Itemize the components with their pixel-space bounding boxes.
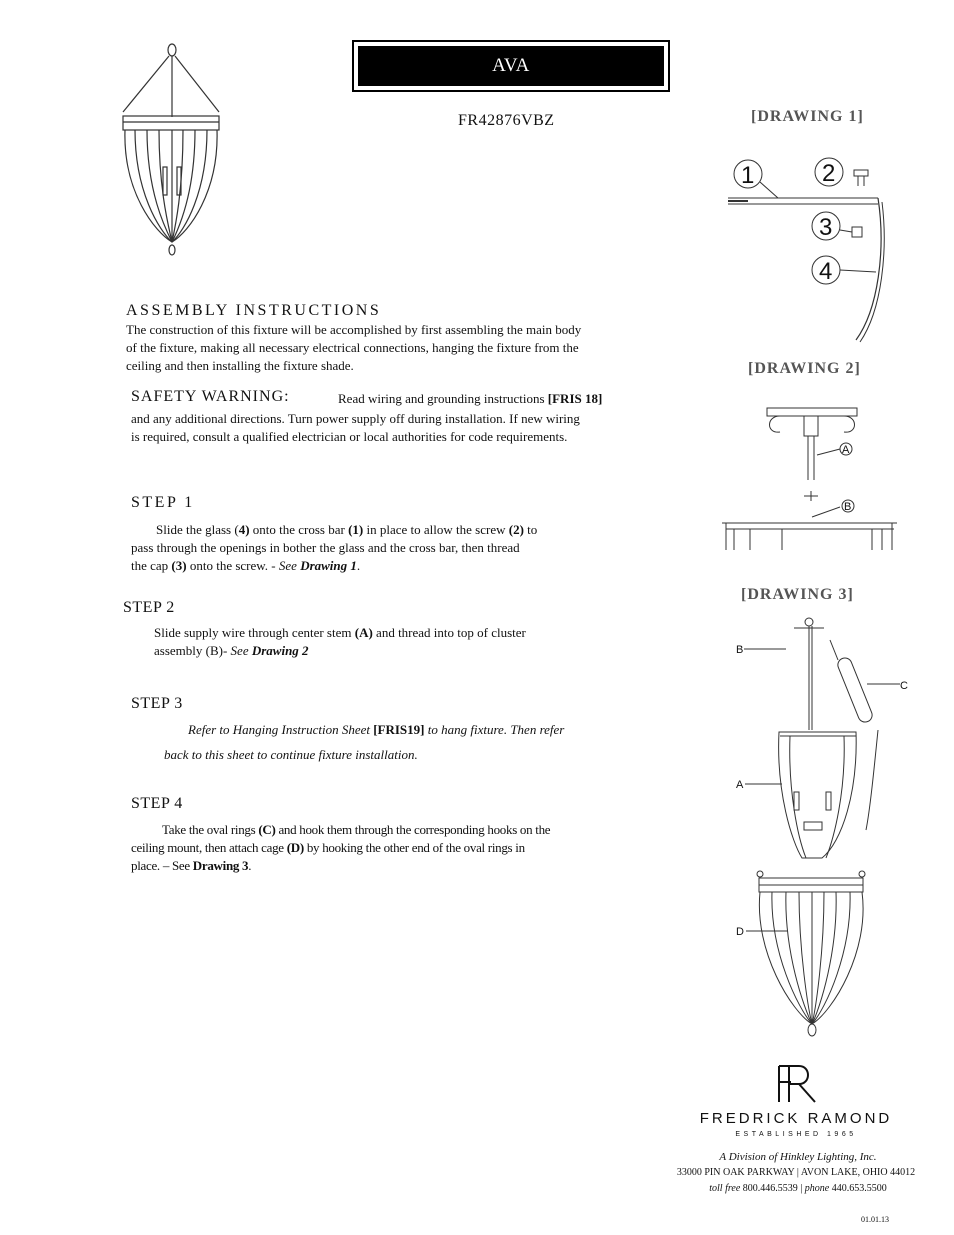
safety-ref: [FRIS 18] [547, 391, 603, 406]
date-code: 01.01.13 [861, 1215, 889, 1224]
drawing-2-label-b: B [844, 501, 852, 513]
step-4-heading: STEP 4 [131, 795, 183, 812]
safety-line-2: and any additional directions. Turn power supply off during installation. If new wiring [131, 411, 580, 426]
step-4-t3: ceiling mount, then attach cage [131, 840, 287, 855]
drawing-1 [728, 150, 888, 345]
drawing-2-label-a: A [842, 444, 850, 456]
step-4-t5: place. – See [131, 858, 193, 873]
step-2-t3: assembly (B)- [154, 643, 231, 658]
company-address: 33000 PIN OAK PARKWAY | AVON LAKE, OHIO 44012 [676, 1167, 916, 1178]
step-4-part-c: (C) [258, 822, 276, 837]
assembly-line-3: ceiling and then installing the fixture shade. [126, 358, 354, 373]
step-2-t2: and thread into top of cluster [372, 625, 526, 640]
drawing-1-label-3: 3 [819, 214, 833, 241]
phone-separator: | [800, 1183, 803, 1194]
step-1-line-1 [131, 521, 611, 539]
step-1-t5: the cap [131, 558, 172, 573]
step-1-part-4: 4) [238, 522, 250, 537]
step-1-line-3 [131, 557, 611, 575]
drawing-3-label-d: D [736, 926, 744, 938]
fr-logo-mark [775, 1064, 823, 1104]
assembly-heading: ASSEMBLY INSTRUCTIONS [126, 302, 382, 319]
product-title-box [352, 40, 670, 92]
step-1-end: . [356, 558, 361, 573]
step-1-t3: in place to allow the screw [363, 522, 509, 537]
phone-number: 440.653.5500 [831, 1183, 887, 1194]
step-4-line-3 [131, 857, 621, 875]
step-1-heading: STEP 1 [131, 494, 195, 511]
step-1-t6: onto the screw. - [186, 558, 279, 573]
safety-lead-text: Read wiring and grounding instructions [338, 391, 545, 406]
step-4-t2: and hook them through the corresponding hooks on the [275, 822, 551, 837]
step-3-line-1 [188, 721, 564, 739]
step-4-drawing-ref: Drawing 3 [192, 858, 249, 873]
step-2-t1: Slide supply wire through center stem [154, 625, 355, 640]
step-1-line-2: pass through the openings in bother the glass and the cross bar, then thread [131, 540, 520, 555]
step-3-heading: STEP 3 [131, 695, 183, 712]
drawing-3-label-a: A [736, 779, 744, 791]
tollfree-number: 800.446.5539 [742, 1183, 798, 1194]
step-1-see: See [278, 558, 301, 573]
step-3-t2: to hang fixture. Then refer [424, 722, 565, 737]
drawing-2 [722, 405, 897, 550]
step-1-drawing-ref: Drawing 1 [300, 558, 357, 573]
step-1-t1: Slide the glass ( [156, 522, 239, 537]
fixture-illustration [115, 42, 225, 257]
step-1-part-3: (3) [171, 558, 187, 573]
drawing-3-label-b: B [736, 644, 744, 656]
step-3-t1: Refer to Hanging Instruction Sheet [188, 722, 374, 737]
step-1-part-2: (2) [508, 522, 524, 537]
company-name: FREDRICK RAMOND [699, 1110, 893, 1127]
step-1-t4: to [523, 522, 538, 537]
company-phones [680, 1183, 916, 1194]
step-2-see: See [230, 643, 252, 658]
safety-heading: SAFETY WARNING: [131, 388, 290, 405]
step-2-part-a: (A) [354, 625, 373, 640]
assembly-line-2: of the fixture, making all necessary electrical connections, hanging the fixture from the [126, 340, 579, 355]
step-3-ref: [FRIS19] [373, 722, 425, 737]
step-4-part-d: (D) [286, 840, 304, 855]
step-2-line-2 [154, 642, 614, 660]
drawing-3-label-c: C [900, 680, 908, 692]
step-1-part-1: (1) [348, 522, 364, 537]
assembly-text [126, 321, 666, 375]
step-4-end: . [248, 858, 252, 873]
assembly-line-1: The construction of this fixture will be accomplished by first assembling the main body [126, 322, 582, 337]
safety-text [131, 410, 671, 446]
drawing-1-title: [DRAWING 1] [751, 108, 864, 125]
step-1-text [131, 521, 611, 575]
drawing-1-label-1: 1 [741, 162, 755, 189]
step-3-line-2: back to this sheet to continue fixture installation. [164, 747, 418, 762]
step-2-text [154, 624, 614, 660]
safety-line-3: is required, consult a qualified electrician or local authorities for code requirements. [131, 429, 568, 444]
company-division: A Division of Hinkley Lighting, Inc. [719, 1151, 877, 1163]
tollfree-label: toll free [709, 1183, 741, 1194]
step-4-t1: Take the oval rings [162, 822, 259, 837]
drawing-1-label-4: 4 [819, 258, 833, 285]
step-4-line-1 [131, 821, 621, 839]
step-4-line-2 [131, 839, 621, 857]
safety-lead [338, 390, 602, 408]
model-number: FR42876VBZ [458, 112, 555, 129]
drawing-3 [732, 612, 922, 1042]
step-4-text [131, 821, 621, 875]
product-name: AVA [358, 46, 664, 86]
step-2-line-1 [154, 624, 614, 642]
drawing-3-title: [DRAWING 3] [741, 586, 854, 603]
phone-label: phone [804, 1183, 830, 1194]
step-2-heading: STEP 2 [123, 599, 175, 616]
step-4-t4: by hooking the other end of the oval rings in [303, 840, 525, 855]
company-established: ESTABLISHED 1965 [735, 1131, 857, 1138]
drawing-2-title: [DRAWING 2] [748, 360, 861, 377]
step-2-drawing-ref: Drawing 2 [251, 643, 309, 658]
drawing-1-label-2: 2 [822, 160, 836, 187]
step-1-t2: onto the cross bar [249, 522, 349, 537]
